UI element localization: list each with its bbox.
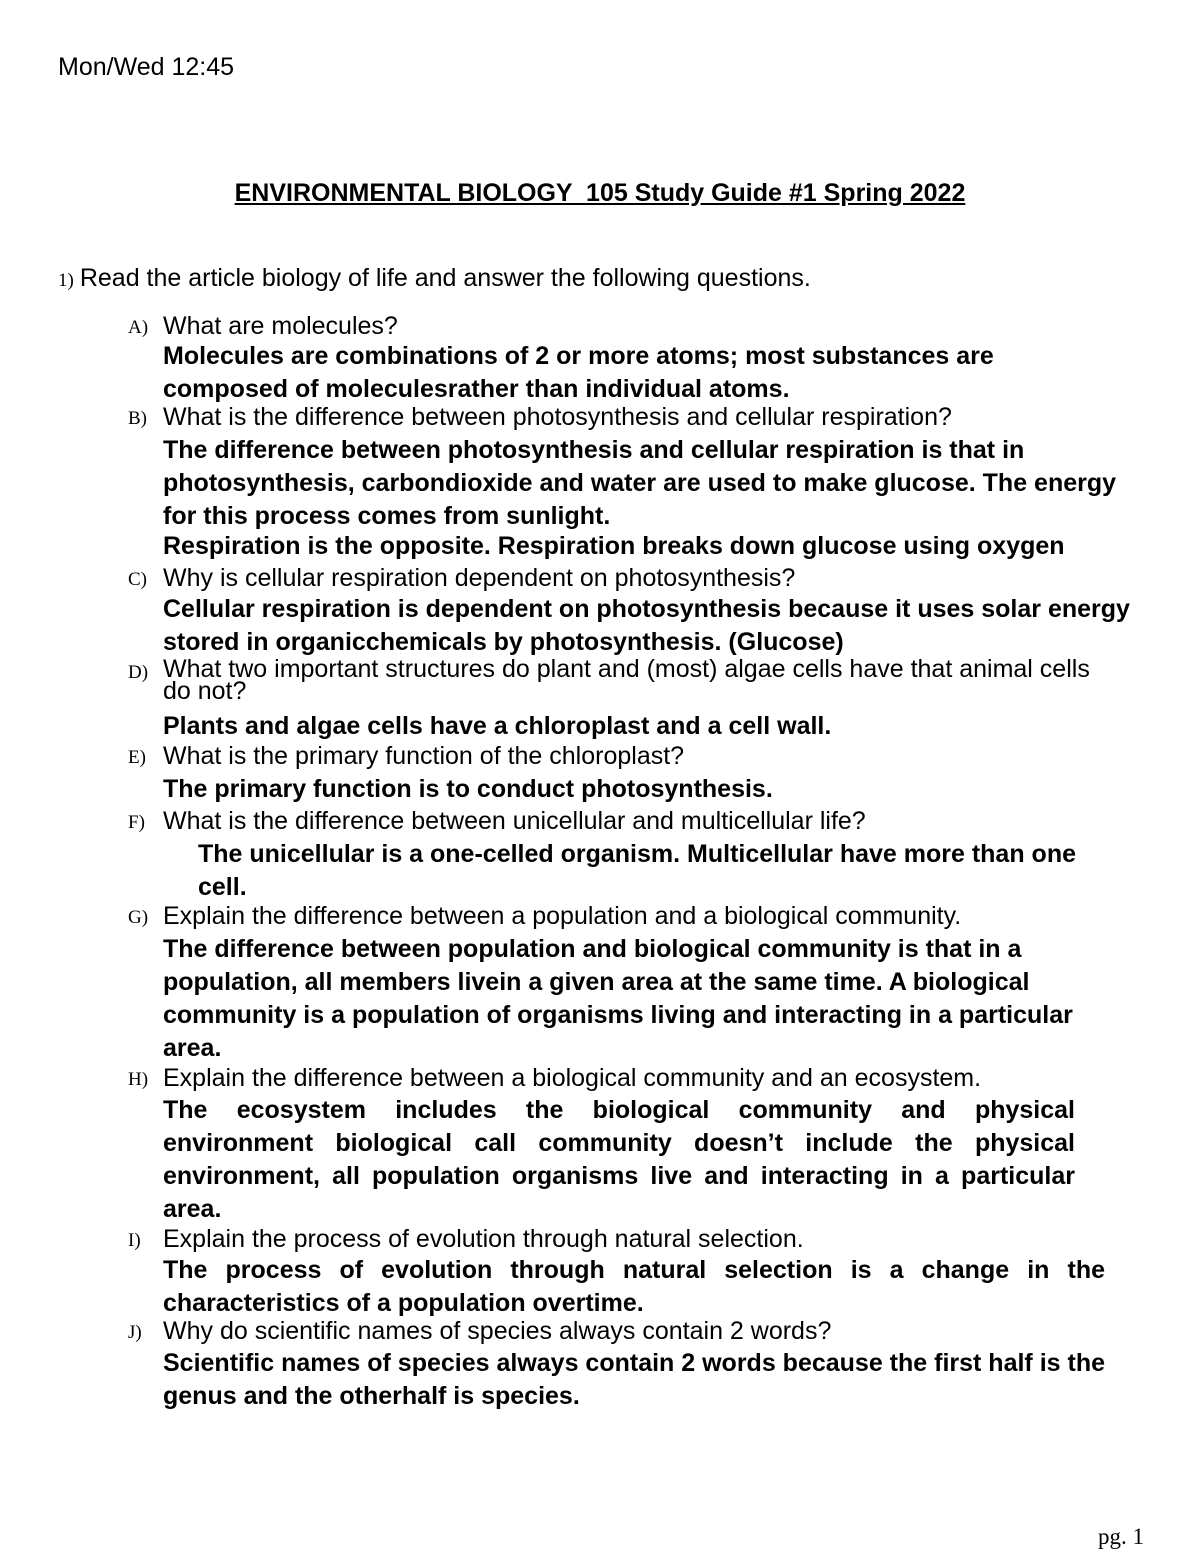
question-letter: C)	[128, 569, 147, 590]
page-number: pg. 1	[1098, 1524, 1144, 1549]
question-letter: F)	[128, 812, 145, 833]
question-text: What two important structures do plant and (most) algae cells have that animal cells do not?	[163, 655, 1090, 705]
answer-h: The ecosystem includes the biological community and physical environment biological call community doesn’t include the physical environment, all population organisms live and interacting in a particular area.	[163, 1096, 1075, 1223]
answer-e: The primary function is to conduct photosynthesis.	[163, 775, 773, 803]
question-text: Explain the process of evolution through natural selection.	[163, 1225, 804, 1253]
question-letter: I)	[128, 1230, 141, 1251]
instruction-number: 1)	[58, 270, 74, 291]
instruction-text: Read the article biology of life and answer the following questions.	[79, 264, 811, 292]
question-text: What is the difference between photosynthesis and cellular respiration?	[163, 403, 952, 431]
question-letter: G)	[128, 907, 149, 928]
answer-f: The unicellular is a one-celled organism. Multicellular have more than one cell.	[198, 840, 1077, 901]
question-text: What are molecules?	[163, 312, 398, 340]
answer-a: Molecules are combinations of 2 or more atoms; most substances are composed of moleculesrather than individual atoms.	[163, 342, 994, 403]
question-letter: B)	[128, 408, 147, 429]
question-letter: D)	[128, 662, 149, 683]
answer-c: Cellular respiration is dependent on photosynthesis because it uses solar energy stored in organicchemicals by photosynthesis. (Glucose)	[163, 595, 1130, 656]
answer-g: The difference between population and biological community is that in a population, all members livein a given area at the same time. A biological community is a population of organisms living and interacting in a particular area.	[163, 935, 1073, 1062]
answer-b: The difference between photosynthesis and cellular respiration is that in photosynthesis, carbondioxide and water are used to make glucose. The energy for this process comes from sunlight.	[163, 436, 1117, 530]
question-text: Why is cellular respiration dependent on photosynthesis?	[163, 564, 796, 592]
answer-d: Plants and algae cells have a chloroplast and a cell wall.	[163, 712, 832, 740]
answer-i: The process of evolution through natural selection is a change in the characteristics of a population overtime.	[163, 1256, 1105, 1317]
question-text: Explain the difference between a biological community and an ecosystem.	[163, 1064, 982, 1092]
document-title: ENVIRONMENTAL BIOLOGY 105 Study Guide #1 Spring 2022	[234, 179, 966, 207]
question-letter: A)	[128, 317, 149, 338]
question-text: What is the difference between unicellular and multicellular life?	[163, 807, 866, 835]
question-text: Why do scientific names of species always contain 2 words?	[163, 1317, 832, 1345]
question-letter: H)	[128, 1069, 149, 1090]
class-schedule: Mon/Wed 12:45	[58, 53, 235, 81]
question-text: What is the primary function of the chloroplast?	[163, 742, 685, 770]
question-letter: J)	[128, 1322, 142, 1343]
answer-b-continued: Respiration is the opposite. Respiration breaks down glucose using oxygen	[163, 532, 1065, 560]
question-letter: E)	[128, 747, 146, 768]
answer-j: Scientific names of species always contain 2 words because the first half is the genus and the otherhalf is species.	[163, 1349, 1105, 1410]
question-text: Explain the difference between a population and a biological community.	[163, 902, 962, 930]
